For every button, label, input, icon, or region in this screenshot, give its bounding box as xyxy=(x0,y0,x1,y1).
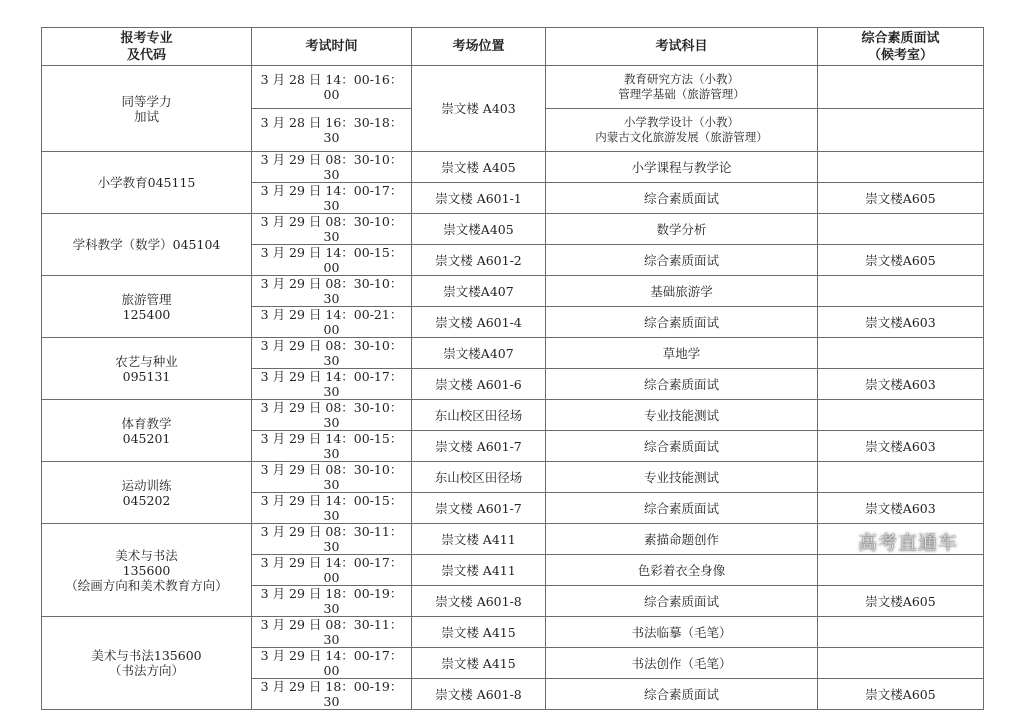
location-cell: 崇文楼A407 xyxy=(412,338,546,369)
major-cell xyxy=(42,276,252,338)
location-cell: 崇文楼 A411 xyxy=(412,555,546,586)
major-cell xyxy=(42,617,252,710)
time-cell: 3 月 29 日 08：30-10：30 xyxy=(252,276,412,307)
waiting-room-cell: 崇文楼A603 xyxy=(818,431,984,462)
subject-line: 素描命题创作 xyxy=(643,531,719,547)
table-row xyxy=(42,400,984,431)
subject-line: 管理学基础（旅游管理） xyxy=(618,87,745,101)
location-cell: 崇文楼 A601-7 xyxy=(412,431,546,462)
location-cell: 崇文楼 A601-1 xyxy=(412,183,546,214)
subject-cell xyxy=(546,152,818,183)
major-line: 135600 xyxy=(122,562,171,578)
location-cell: 崇文楼A405 xyxy=(412,214,546,245)
major-line: 小学教育045115 xyxy=(97,175,196,190)
time-cell: 3 月 29 日 14：00-17：00 xyxy=(252,648,412,679)
header-major: 报考专业 及代码 xyxy=(42,28,252,66)
subject-cell xyxy=(546,679,818,710)
location-cell: 崇文楼 A601-8 xyxy=(412,679,546,710)
time-cell: 3 月 28 日 14：00-16：00 xyxy=(252,66,412,109)
location-cell: 崇文楼 A601-4 xyxy=(412,307,546,338)
major-line: 095131 xyxy=(122,368,171,384)
subject-cell xyxy=(546,338,818,369)
waiting-room-cell: 崇文楼A603 xyxy=(818,369,984,400)
subject-line: 综合素质面试 xyxy=(643,314,719,330)
exam-schedule-table xyxy=(41,27,984,710)
subject-line: 综合素质面试 xyxy=(643,500,719,516)
waiting-room-cell xyxy=(818,66,984,109)
major-line: （绘画方向和美术教育方向） xyxy=(65,577,228,593)
location-cell: 崇文楼 A405 xyxy=(412,152,546,183)
major-cell xyxy=(42,214,252,276)
time-cell: 3 月 29 日 18：00-19：30 xyxy=(252,586,412,617)
location-cell: 崇文楼 A415 xyxy=(412,617,546,648)
time-cell: 3 月 29 日 08：30-11：30 xyxy=(252,617,412,648)
table-row xyxy=(42,524,984,555)
waiting-room-cell xyxy=(818,648,984,679)
time-cell: 3 月 29 日 18：00-19：30 xyxy=(252,679,412,710)
time-cell: 3 月 29 日 14：00-17：30 xyxy=(252,183,412,214)
subject-cell xyxy=(546,524,818,555)
subject-line: 专业技能测试 xyxy=(643,469,719,485)
subject-cell xyxy=(546,66,818,109)
subject-cell xyxy=(546,109,818,152)
subject-line: 综合素质面试 xyxy=(643,438,719,454)
location-cell: 崇文楼 A601-7 xyxy=(412,493,546,524)
location-cell: 东山校区田径场 xyxy=(412,400,546,431)
header-time: 考试时间 xyxy=(252,28,412,66)
time-cell: 3 月 29 日 08：30-11：30 xyxy=(252,524,412,555)
location-cell: 崇文楼 A601-8 xyxy=(412,586,546,617)
major-cell xyxy=(42,338,252,400)
waiting-room-cell xyxy=(818,555,984,586)
subject-cell xyxy=(546,245,818,276)
subject-line: 综合素质面试 xyxy=(643,376,719,392)
subject-line: 综合素质面试 xyxy=(643,686,719,702)
table-row xyxy=(42,152,984,183)
major-cell xyxy=(42,524,252,617)
table-row xyxy=(42,276,984,307)
watermark-logo: 高考直通车 xyxy=(858,532,959,554)
major-line: 体育教学 xyxy=(121,415,172,431)
waiting-room-cell xyxy=(818,109,984,152)
waiting-room-cell xyxy=(818,214,984,245)
subject-line: 书法临摹（毛笔） xyxy=(631,624,732,640)
major-line: 农艺与种业 xyxy=(115,353,178,369)
subject-cell xyxy=(546,493,818,524)
time-cell: 3 月 29 日 08：30-10：30 xyxy=(252,214,412,245)
major-line: 美术与书法135600 xyxy=(91,648,202,663)
location-cell: 东山校区田径场 xyxy=(412,462,546,493)
location-cell: 崇文楼 A403 xyxy=(412,66,546,152)
header-interview: 综合素质面试 （候考室） xyxy=(818,28,984,66)
time-cell: 3 月 29 日 14：00-17：30 xyxy=(252,369,412,400)
waiting-room-cell: 崇文楼A603 xyxy=(818,307,984,338)
waiting-room-cell: 崇文楼A605 xyxy=(818,245,984,276)
waiting-room-cell: 崇文楼A605 xyxy=(818,679,984,710)
major-line: 045201 xyxy=(122,430,171,446)
waiting-room-cell xyxy=(818,338,984,369)
time-cell: 3 月 29 日 08：30-10：30 xyxy=(252,400,412,431)
subject-cell xyxy=(546,400,818,431)
waiting-room-cell xyxy=(818,617,984,648)
waiting-room-cell: 崇文楼A605 xyxy=(818,183,984,214)
location-cell: 崇文楼 A411 xyxy=(412,524,546,555)
schedule-body xyxy=(42,66,984,710)
subject-cell xyxy=(546,276,818,307)
subject-line: 综合素质面试 xyxy=(643,190,719,206)
header-subject: 考试科目 xyxy=(546,28,818,66)
subject-line: 基础旅游学 xyxy=(650,283,713,299)
time-cell: 3 月 29 日 14：00-15：30 xyxy=(252,431,412,462)
time-cell: 3 月 29 日 14：00-15：00 xyxy=(252,245,412,276)
subject-line: 书法创作（毛笔） xyxy=(631,655,732,671)
major-line: 旅游管理 xyxy=(121,291,172,307)
waiting-room-cell xyxy=(818,462,984,493)
header-row xyxy=(42,28,984,66)
waiting-room-cell xyxy=(818,152,984,183)
major-line: 运动训练 xyxy=(121,477,172,493)
time-cell: 3 月 29 日 08：30-10：30 xyxy=(252,462,412,493)
table-row xyxy=(42,462,984,493)
major-cell xyxy=(42,66,252,152)
location-cell: 崇文楼A407 xyxy=(412,276,546,307)
table-row xyxy=(42,66,984,109)
table-row xyxy=(42,617,984,648)
header-location: 考场位置 xyxy=(412,28,546,66)
waiting-room-cell xyxy=(818,276,984,307)
subject-line: 内蒙古文化旅游发展（旅游管理） xyxy=(595,130,768,144)
major-cell xyxy=(42,400,252,462)
time-cell: 3 月 29 日 14：00-17：00 xyxy=(252,555,412,586)
time-cell: 3 月 29 日 14：00-21：00 xyxy=(252,307,412,338)
subject-line: 专业技能测试 xyxy=(643,407,719,423)
subject-line: 综合素质面试 xyxy=(643,252,719,268)
time-cell: 3 月 29 日 08：30-10：30 xyxy=(252,152,412,183)
table-row xyxy=(42,338,984,369)
location-cell: 崇文楼 A601-6 xyxy=(412,369,546,400)
subject-line: 综合素质面试 xyxy=(643,593,719,609)
major-cell xyxy=(42,462,252,524)
subject-line: 小学课程与教学论 xyxy=(631,159,732,175)
subject-line: 数学分析 xyxy=(656,221,707,237)
subject-cell xyxy=(546,462,818,493)
major-line: （书法方向） xyxy=(108,663,184,678)
waiting-room-cell: 崇文楼A605 xyxy=(818,586,984,617)
table-row xyxy=(42,214,984,245)
subject-cell xyxy=(546,307,818,338)
major-line: 125400 xyxy=(122,306,171,322)
subject-line: 教育研究方法（小教） xyxy=(624,72,739,86)
major-line: 美术与书法 xyxy=(115,547,178,563)
subject-cell xyxy=(546,431,818,462)
subject-cell xyxy=(546,555,818,586)
subject-cell xyxy=(546,648,818,679)
subject-line: 色彩着衣全身像 xyxy=(637,562,726,578)
major-line: 学科教学（数学）045104 xyxy=(72,237,221,252)
major-line: 加试 xyxy=(133,108,159,124)
subject-cell xyxy=(546,214,818,245)
subject-line: 草地学 xyxy=(662,345,701,361)
waiting-room-cell xyxy=(818,400,984,431)
subject-cell xyxy=(546,617,818,648)
subject-line: 小学教学设计（小教） xyxy=(624,115,739,129)
subject-cell xyxy=(546,183,818,214)
location-cell: 崇文楼 A601-2 xyxy=(412,245,546,276)
major-cell xyxy=(42,152,252,214)
time-cell: 3 月 29 日 14：00-15：30 xyxy=(252,493,412,524)
time-cell: 3 月 28 日 16：30-18：30 xyxy=(252,109,412,152)
time-cell: 3 月 29 日 08：30-10：30 xyxy=(252,338,412,369)
subject-cell xyxy=(546,369,818,400)
waiting-room-cell: 崇文楼A603 xyxy=(818,493,984,524)
location-cell: 崇文楼 A415 xyxy=(412,648,546,679)
subject-cell xyxy=(546,586,818,617)
major-line: 045202 xyxy=(122,492,171,508)
major-line: 同等学力 xyxy=(121,93,172,109)
